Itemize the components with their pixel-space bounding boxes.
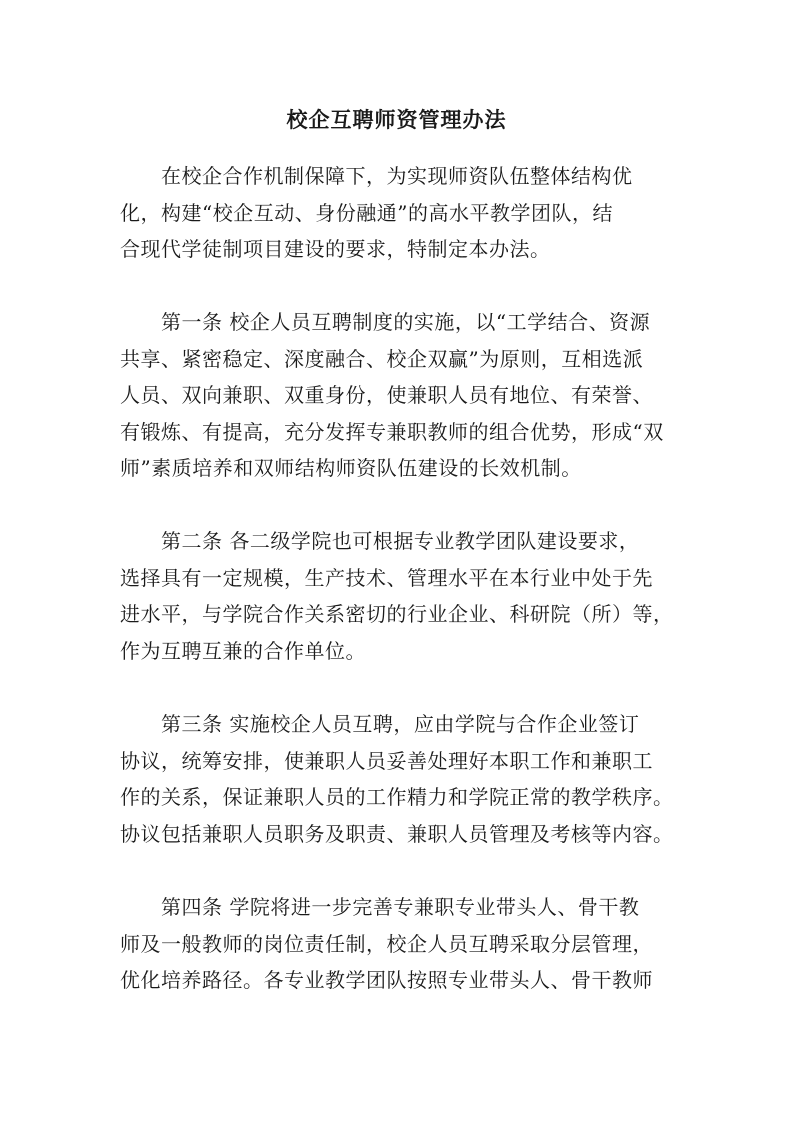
text-line: 作为互聘互兼的合作单位。 bbox=[120, 638, 366, 663]
paragraph-article-3 bbox=[120, 706, 700, 852]
text-line: 师”素质培养和双师结构师资队伍建设的长效机制。 bbox=[120, 456, 582, 480]
text-line: 进水平，与学院合作关系密切的行业企业、科研院（所）等， bbox=[120, 602, 674, 626]
text-line: 师及一般教师的岗位责任制，校企人员互聘采取分层管理， bbox=[120, 931, 653, 956]
paragraph-article-1 bbox=[120, 304, 700, 487]
document-title: 校企互聘师资管理办法 bbox=[286, 107, 507, 132]
text-line: 有锻炼、有提高，充分发挥专兼职教师的组合优势，形成“双 bbox=[120, 419, 664, 444]
text-line: 在校企合作机制保障下，为实现师资队伍整体结构优 bbox=[161, 164, 633, 188]
text-line: 第四条 学院将进一步完善专兼职专业带头人、骨干教 bbox=[161, 895, 640, 919]
text-line: 优化培养路径。各专业教学团队按照专业带头人、骨干教师 bbox=[120, 968, 653, 992]
text-line: 人员、双向兼职、双重身份，使兼职人员有地位、有荣誉、 bbox=[120, 383, 653, 407]
text-line: 共享、紧密稳定、深度融合、校企双赢”为原则，互相选派 bbox=[120, 346, 644, 371]
text-line: 选择具有一定规模，生产技术、管理水平在本行业中处于先 bbox=[120, 565, 653, 590]
text-line: 合现代学徒制项目建设的要求，特制定本办法。 bbox=[120, 237, 551, 261]
text-line: 第三条 实施校企人员互聘，应由学院与合作企业签订 bbox=[161, 712, 640, 736]
text-line: 化，构建“校企互动、身份融通”的高水平教学团队，结 bbox=[120, 200, 613, 225]
paragraph-article-4 bbox=[120, 889, 700, 999]
text-line: 作的关系，保证兼职人员的工作精力和学院正常的教学秩序。 bbox=[120, 785, 674, 809]
text-line: 协议，统筹安排，使兼职人员妥善处理好本职工作和兼职工 bbox=[120, 748, 653, 773]
text-line: 协议包括兼职人员职务及职责、兼职人员管理及考核等内容。 bbox=[120, 821, 674, 846]
text-line: 第二条 各二级学院也可根据专业教学团队建设要求， bbox=[161, 529, 640, 553]
paragraph-preamble bbox=[120, 158, 700, 268]
paragraph-article-2 bbox=[120, 523, 700, 669]
text-line: 第一条 校企人员互聘制度的实施，以“工学结合、资源 bbox=[161, 310, 651, 334]
